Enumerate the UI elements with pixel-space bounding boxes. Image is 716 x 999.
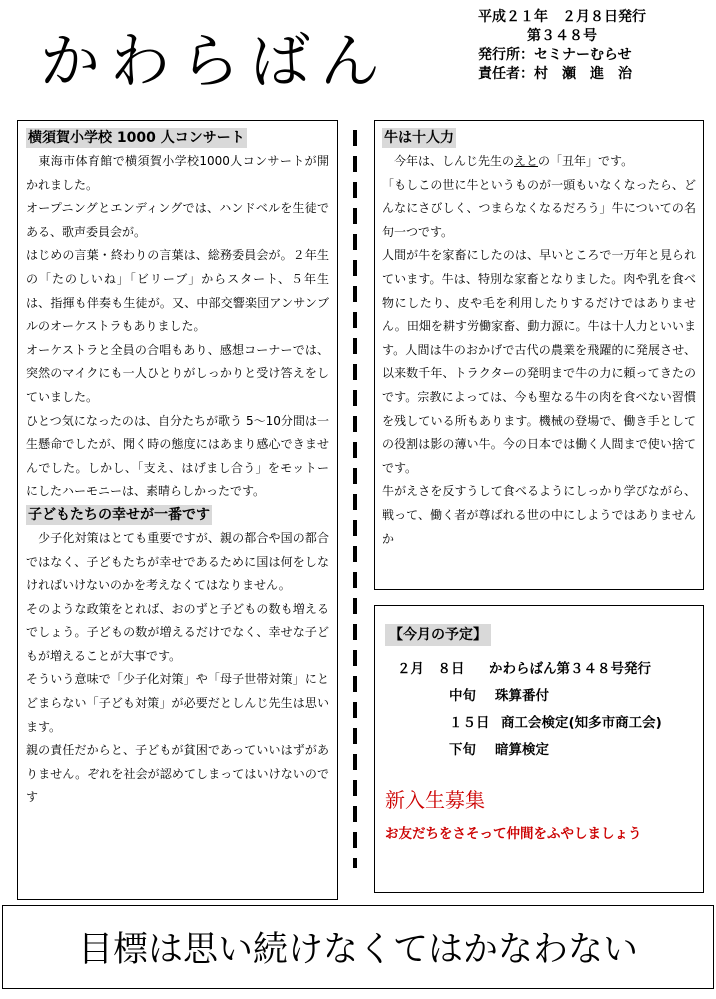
concert-paragraph: オープニングとエンディングでは、ハンドベルを生徒である、歌声委員会が。 [26,201,329,239]
ox-paragraph: 牛がえさを反すうして食べるようにしっかり学びながら、戦って、働く者が尊ばれる世の中にしようではありませんか [382,484,696,546]
motto: 目標は思い続けなくてはかなわない [2,905,714,989]
recruit-title: 新入生募集 [385,788,485,812]
left-column [17,120,338,900]
schedule-event: 商工会検定(知多市商工会) [501,715,662,731]
schedule-event: かわらばん第３４８号発行 [489,661,651,677]
concert-paragraph: 東海市体育館で横須賀小学校1000人コンサートが開かれました。 [26,154,329,192]
schedule-date: 中旬 [449,688,476,704]
masthead-title: かわらばん [40,27,390,97]
issue-info [478,8,646,84]
children-heading: 子どもたちの幸せが一番です [28,506,210,523]
issue-number: 第３４８号 [527,28,597,44]
children-paragraph: 親の責任だからと、子どもが貧困であっていいはずがありません。ぞれを社会が認めてしまってはいけないのです [26,743,329,805]
schedule-date: １５日 [449,715,490,731]
children-paragraph: そういう意味で「少子化対策」や「母子世帯対策」にとどまらない「子ども対策」が必要だとしんじ先生は思います。 [26,672,329,734]
ox-heading: 牛は十人力 [384,130,454,146]
editor: 責任者：村 瀬 進 治 [478,66,632,82]
schedule-date: ２月 ８日 [397,661,465,677]
ox-paragraph: 「もしこの世に牛というものが一頭もいなくなったら、どんなにさびしく、つまらなくなるだろう」牛についての名句一つです。 [382,177,696,239]
concert-paragraph: オーケストラと全員の合唱もあり、感想コーナーでは、突然のマイクにも一人ひとりがしっかりと受け答えをしていました。 [26,342,329,404]
concert-heading: 横須賀小学校 1000 人コンサート [28,130,245,146]
schedule-event: 珠算番付 [495,688,549,704]
column-divider [353,130,357,868]
issue-date: 平成２１年 ２月８日発行 [478,9,646,25]
schedule-date: 下旬 [449,742,476,758]
concert-paragraph: はじめの言葉・終わりの言葉は、総務委員会が。２年生の「たのしいね」「ビリーブ」からスタート、５年生は、指揮も伴奏も生徒が。又、中部交響楽団アンサンブルのオーケストラもありました。 [26,248,329,334]
children-paragraph: 少子化対策はとても重要ですが、親の都合や国の都合ではなく、子どもたちが幸せであるために国は何をしなければいけないのかを考えなくてはなりません。 [26,530,329,593]
schedule-heading: 【今月の予定】 [385,624,491,646]
schedule-box [374,605,704,893]
eto-underline: えと [514,154,539,168]
children-paragraph: そのような政策をとれば、おのずと子どもの数も増えるでしょう。子どもの数が増えるだけでなく、幸せな子どもが増えることが大事です。 [26,601,329,663]
ox-paragraph: 人間が牛を家畜にしたのは、早いところで一万年と見られています。牛は、特別な家畜となりました。肉や乳を食べ物にしたり、皮や毛を利用したりするだけではありません。田畑を耕す労働家畜、動力源に。牛は十人力といいます。人間は牛のおかげで古代の農業を飛躍的に発展させ、以来数千年、トラクターの発明まで牛の力に頼ってきたのです。宗教によっては、今も聖なる牛の肉を食べない習慣を残している所もあります。機械の登場で、働き手としての役割は影の薄い牛。今の日本では働く人間まで使い捨てです。 [382,248,696,475]
concert-paragraph: ひとつ気になったのは、自分たちが歌う 5～10分間は一生懸命でしたが、聞く時の態度にはあまり感心できませんでした。しかし、「支え、はげまし合う」をモットーにしたハーモニーは、素晴らしかったです。 [26,413,329,499]
recruit-subtitle: お友だちをさそって仲間をふやしましょう [385,826,642,842]
ox-article [374,120,704,590]
ox-intro: 今年は、しんじ先生のえとの「丑年」です。 [382,154,634,168]
publisher: 発行所：セミナーむらせ [478,47,632,63]
schedule-event: 暗算検定 [495,742,549,758]
